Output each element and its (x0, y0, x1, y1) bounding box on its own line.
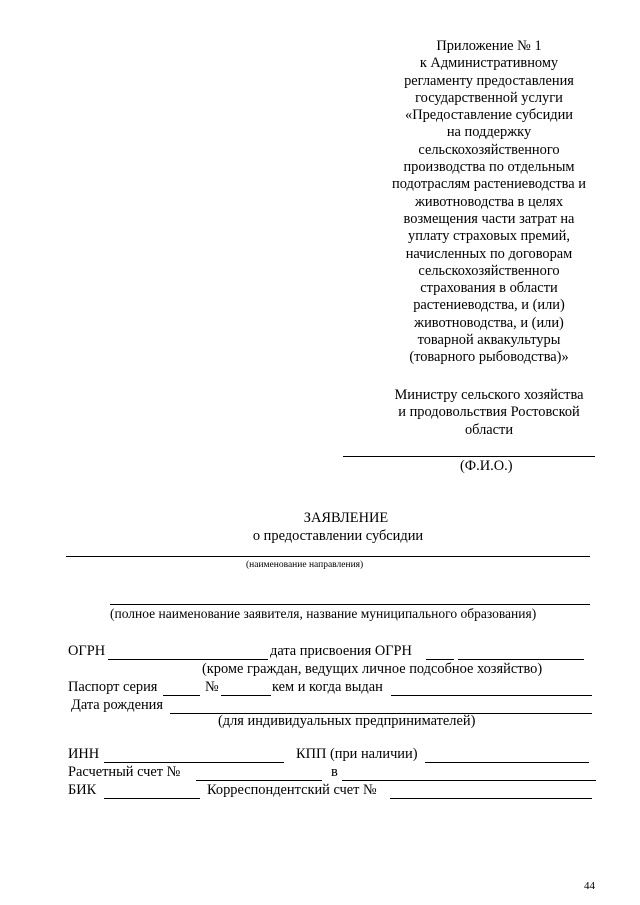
passport-number-label: № (205, 679, 219, 695)
appendix-line: животноводства в целях (414, 193, 564, 210)
kpp-input[interactable] (425, 746, 589, 763)
passport-issued-input[interactable] (391, 679, 592, 696)
inn-input[interactable] (104, 746, 284, 763)
document-title: ЗАЯВЛЕНИЕ (303, 510, 389, 526)
ogrn-note: (кроме граждан, ведущих личное подсобное хозяйство) (202, 661, 543, 677)
passport-label: Паспорт серия (68, 679, 158, 695)
appendix-line: к Административному (419, 55, 559, 72)
ogrn-date-input-2[interactable] (458, 643, 584, 660)
applicant-caption: (полное наименование заявителя, название муниципального образования) (110, 606, 537, 621)
ogrn-label: ОГРН (68, 643, 106, 659)
applicant-field[interactable] (110, 604, 590, 605)
appendix-line: сельскохозяйственного (418, 262, 560, 279)
passport-number-input[interactable] (221, 679, 271, 696)
birth-date-input[interactable] (170, 697, 592, 714)
fio-caption: (Ф.И.О.) (460, 458, 513, 474)
addressee-line: Министру сельского хозяйства (394, 387, 584, 403)
bik-label: БИК (68, 782, 97, 798)
appendix-line: государственной услуги (415, 89, 563, 106)
corr-account-input[interactable] (390, 782, 592, 799)
appendix-line: (товарного рыбоводства)» (409, 349, 569, 366)
addressee-line: области (464, 421, 514, 438)
appendix-line: животноводства, и (или) (414, 314, 564, 331)
passport-issued-label: кем и когда выдан (272, 679, 383, 695)
appendix-line: сельскохозяйственного (418, 141, 560, 158)
addressee-line: и продовольствия Ростовской (398, 404, 580, 421)
ogrn-date-label: дата присвоения ОГРН (270, 643, 412, 659)
bank-in-label: в (331, 764, 338, 780)
account-input[interactable] (196, 764, 322, 781)
account-label: Расчетный счет № (68, 764, 181, 780)
birth-date-label: Дата рождения (71, 697, 163, 713)
appendix-line: растениеводства, и (или) (413, 297, 565, 314)
appendix-line: производства по отдельным (403, 159, 575, 176)
appendix-line: возмещения части затрат на (403, 210, 575, 227)
corr-account-label: Корреспондентский счет № (207, 782, 377, 798)
addressee-block (378, 387, 600, 439)
ogrn-date-input[interactable] (426, 643, 454, 660)
appendix-line: начисленных по договорам (405, 245, 573, 262)
appendix-line: товарной аквакультуры (417, 332, 561, 349)
appendix-line: уплату страховых премий, (408, 228, 570, 245)
appendix-header (378, 38, 600, 367)
fio-line (343, 456, 595, 457)
bik-input[interactable] (104, 782, 200, 799)
passport-series-input[interactable] (163, 679, 200, 696)
appendix-line: «Предоставление субсидии (405, 107, 573, 124)
direction-caption: (наименование направления) (246, 560, 364, 570)
appendix-line: на поддержку (446, 124, 532, 141)
direction-field[interactable] (66, 556, 590, 557)
ogrn-input[interactable] (108, 643, 268, 660)
appendix-line: регламенту предоставления (404, 72, 574, 89)
kpp-label: КПП (при наличии) (296, 746, 418, 762)
appendix-line: подотраслям растениеводства и (392, 176, 586, 193)
document-subtitle: о предоставлении субсидии (252, 528, 424, 544)
appendix-line: страхования в области (420, 280, 558, 297)
inn-label: ИНН (68, 746, 100, 762)
appendix-line: Приложение № 1 (436, 38, 542, 54)
bank-input[interactable] (342, 764, 596, 781)
birth-note: (для индивидуальных предпринимателей) (218, 713, 476, 729)
page-number: 44 (584, 880, 595, 892)
